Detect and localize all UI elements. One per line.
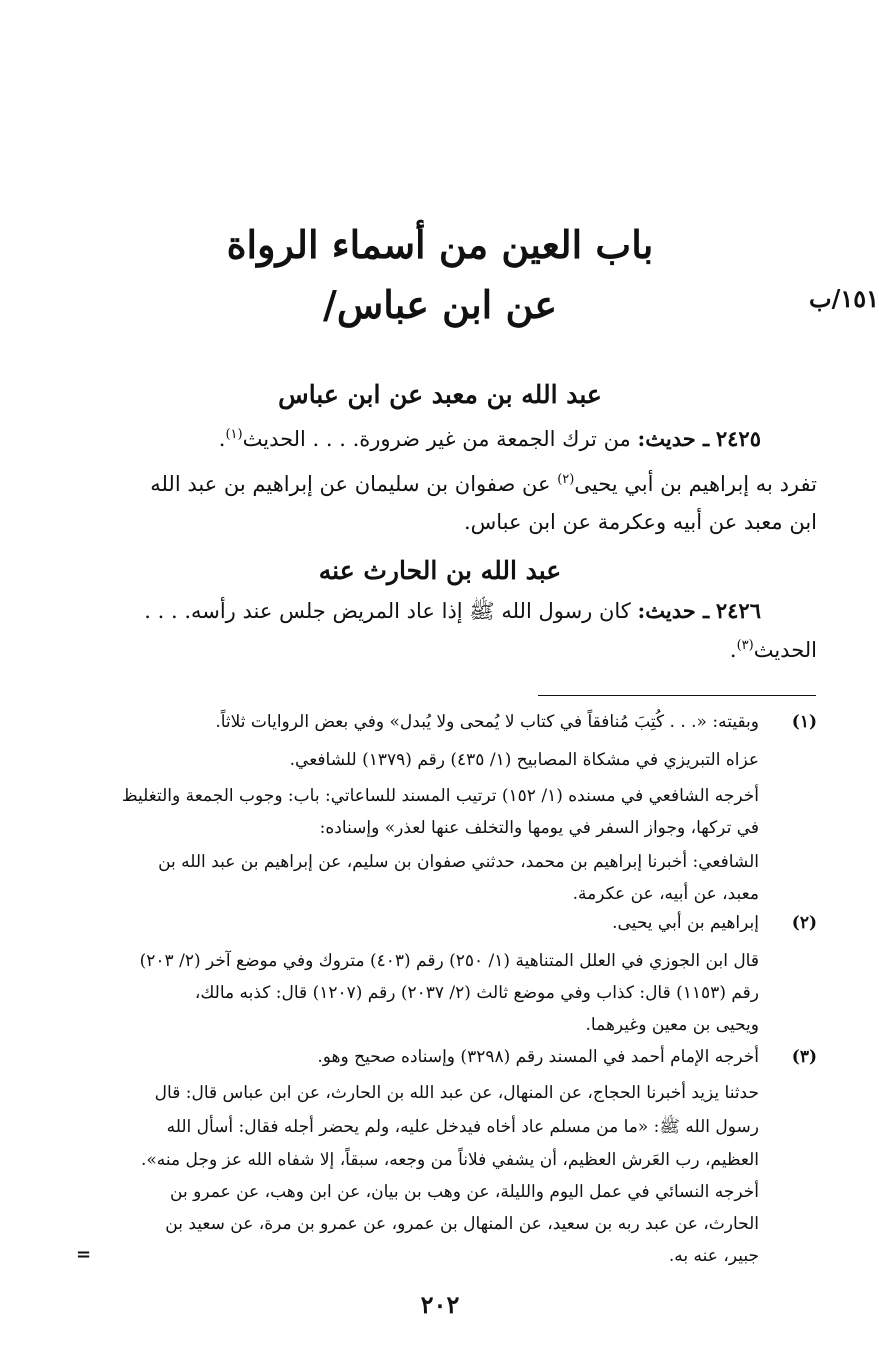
page-number: ٢٠٢ [420,1290,460,1319]
hadith-2426 [144,598,761,624]
paragraph-line: ابن معبد عن أبيه وعكرمة عن ابن عباس. [463,510,817,534]
paragraph-line: الحديث$^{(٣)}$. [729,638,817,662]
footnote-ref: (٣) [736,638,754,653]
section-heading-1: عبد الله بن معبد عن ابن عباس [278,380,602,409]
footnote-line: ويحيى بن معين وغيرهما. [585,1015,759,1035]
footnote-marker: (٢) [791,913,817,933]
paragraph-text: الحديث [753,638,817,662]
footnote-line: العظيم، رب العَرش العظيم، أن يشفي فلاناً من وجعه، سبقاً، إلا شفاه الله عز وجل منه». [141,1150,759,1170]
footnote-line: الحارث، عن عبد ربه بن سعيد، عن المنهال بن عمرو، عن عمرو بن مرة، عن سعيد بن [165,1214,759,1234]
footnote-line: وبقيته: «. . . كُتِبَ مُنافقاً في كتاب لا يُمحى ولا يُبدل» وفي بعض الروايات ثلاثاً. [215,712,759,732]
hadith-number: ٢٤٢٦ [715,598,761,623]
hadith-keyword: ـ حديث: [637,426,710,451]
margin-note: ١٥١/ب [808,284,879,313]
footnote-line: إبراهيم بن أبي يحيى. [612,913,759,933]
paragraph-line [150,472,817,497]
footnote-ref: (١) [225,427,243,442]
section-heading-2: عبد الله بن الحارث عنه [318,556,562,585]
footnote-line: معبد، عن أبيه، عن عكرمة. [572,884,759,904]
continuation-mark: = [76,1244,92,1265]
footnote-line: عزاه التبريزي في مشكاة المصابيح (١/ ٤٣٥) رقم (١٣٧٩) للشافعي. [289,750,759,770]
footnote-line: قال ابن الجوزي في العلل المتناهية (١/ ٢٥٠) رقم (٤٠٣) متروك وفي موضع آخر (٢/ ٢٠٣) [139,951,759,971]
hadith-number: ٢٤٢٥ [715,426,761,451]
hadith-text: كان رسول الله ﷺ إذا عاد المريض جلس عند رأسه. . . . [144,599,631,623]
footnote-line: أخرجه الشافعي في مسنده (١/ ١٥٢) ترتيب المسند للساعاتي: باب: وجوب الجمعة والتغليظ [121,786,759,806]
paragraph-text: عن صفوان بن سليمان عن إبراهيم بن عبد الله [150,472,551,496]
footnote-line: في تركها، وجواز السفر في يومها والتخلف عنها لعذر» وإسناده: [319,818,759,838]
footnote-marker: (٣) [791,1047,817,1067]
footnote-line: رسول الله ﷺ: «ما من مسلم عاد أخاه فيدخل عليه، ولم يحضر أجله فقال: أسأل الله [166,1117,759,1137]
footnote-line: جبير، عنه به. [668,1246,759,1266]
footnote-ref: (٢) [557,472,575,487]
footnote-line: أخرجه النسائي في عمل اليوم والليلة، عن وهب بن بيان، عن ابن وهب، عن عمرو بن [170,1182,759,1202]
footnote-line: الشافعي: أخبرنا إبراهيم بن محمد، حدثني صفوان بن سليم، عن إبراهيم بن عبد الله بن [158,852,759,872]
footnote-line: أخرجه الإمام أحمد في المسند رقم (٣٢٩٨) وإسناده صحيح وهو. [317,1047,759,1067]
chapter-title-line1: باب العين من أسماء الرواة [226,222,654,267]
hadith-text: من ترك الجمعة من غير ضرورة. . . . الحديث [242,427,631,451]
hadith-2425: ٢٤٢٥ ـ حديث: من ترك الجمعة من غير ضرورة. . . . الحديث$^{(١)}$. [218,426,761,451]
footnote-line: حدثنا يزيد أخبرنا الحجاج، عن المنهال، عن عبد الله بن الحارث، عن ابن عباس قال: قال [154,1083,759,1103]
footnote-separator [538,695,816,696]
footnote-marker: (١) [791,712,817,732]
chapter-title-line2: عن ابن عباس/ [322,282,558,327]
hadith-keyword: ـ حديث: [637,598,710,623]
paragraph-text: تفرد به إبراهيم بن أبي يحيى [574,472,817,496]
footnote-line: رقم (١١٥٣) قال: كذاب وفي موضع ثالث (٢/ ٢٠٣٧) رقم (١٢٠٧) قال: كذبه مالك، [194,983,759,1003]
